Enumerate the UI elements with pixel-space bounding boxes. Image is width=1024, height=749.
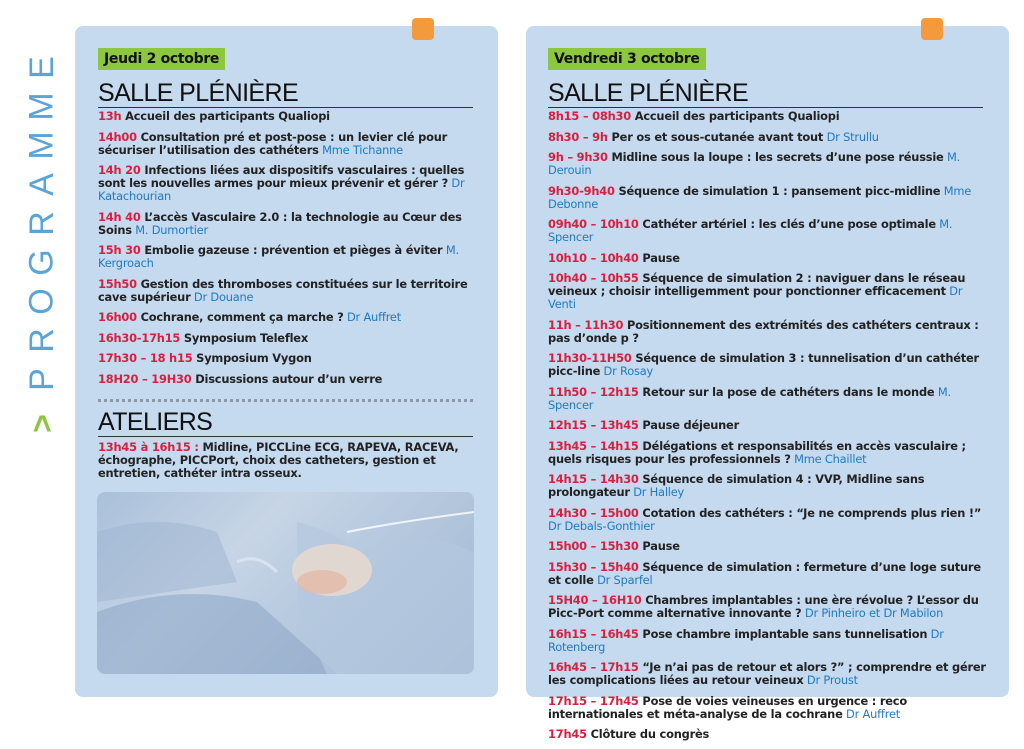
session-title: Discussions autour d’un verre bbox=[191, 371, 383, 386]
session-time: 16h45 – 17h15 bbox=[548, 660, 639, 674]
session-speaker: Dr Douane bbox=[190, 289, 254, 304]
session-entry bbox=[548, 419, 986, 432]
session-title: Cotation des cathéters : “Je ne comprends plus rien !” bbox=[638, 505, 982, 520]
session-speaker: Dr Sparfel bbox=[593, 572, 653, 587]
session-time: 09h40 – 10h10 bbox=[548, 217, 639, 231]
session-title: Pose chambre implantable sans tunnelisation bbox=[638, 626, 928, 641]
session-speaker: Mme Tichanne bbox=[318, 142, 403, 157]
programme-letter: E bbox=[22, 56, 61, 79]
session-title: Symposium Vygon bbox=[192, 351, 312, 365]
session-time: 8h15 – 08h30 bbox=[548, 109, 631, 123]
programme-letter: R bbox=[22, 211, 61, 236]
orange-tab-decoration bbox=[921, 18, 943, 40]
session-speaker: Dr Auffret bbox=[343, 310, 401, 324]
session-title: Retour sur la pose de cathéters dans le monde bbox=[638, 384, 935, 399]
session-time: 9h30-9h40 bbox=[548, 183, 615, 198]
ateliers-entry bbox=[98, 441, 473, 480]
section-heading-plenary: SALLE PLÉNIÈRE bbox=[548, 80, 983, 108]
session-entry bbox=[548, 319, 986, 345]
session-speaker: Dr Katachourian bbox=[98, 176, 465, 203]
session-title: Symposium Teleflex bbox=[180, 330, 308, 345]
session-speaker: Dr Proust bbox=[803, 673, 858, 687]
session-title: Chambres implantables : une ère révolue ? L’essor du Picc-Port comme alternative innovante ? bbox=[548, 593, 979, 620]
session-entry bbox=[548, 252, 986, 265]
session-entry bbox=[98, 373, 476, 386]
thursday-panel bbox=[75, 26, 498, 697]
session-entry bbox=[548, 352, 986, 378]
arrow-icon: > bbox=[23, 414, 60, 433]
session-entry bbox=[548, 440, 986, 466]
session-time: 10h40 – 10h55 bbox=[548, 271, 639, 285]
session-time: 16h00 bbox=[98, 310, 137, 324]
day-badge: Jeudi 2 octobre bbox=[98, 48, 225, 70]
session-time: 9h – 9h30 bbox=[548, 150, 608, 164]
session-time: 8h30 – 9h bbox=[548, 129, 608, 144]
programme-letter: M bbox=[22, 92, 61, 121]
session-title: Pause bbox=[638, 539, 680, 553]
session-entry bbox=[548, 473, 986, 499]
session-entry bbox=[98, 441, 473, 480]
section-heading-plenary: SALLE PLÉNIÈRE bbox=[98, 80, 473, 108]
session-title: Gestion des thromboses constituées sur le territoire cave supérieur bbox=[98, 276, 468, 304]
session-title: Consultation pré et post-pose : un levier clé pour sécuriser l’utilisation des cathéters bbox=[98, 129, 448, 157]
session-entry bbox=[548, 728, 986, 741]
session-time: 17h15 – 17h45 bbox=[548, 693, 639, 708]
session-title: Positionnement des extrémités des cathéters centraux : pas d’onde p ? bbox=[548, 317, 979, 345]
session-speaker: M. Spencer bbox=[548, 384, 951, 412]
session-time: 11h – 11h30 bbox=[548, 317, 624, 332]
session-time: 15h00 – 15h30 bbox=[548, 539, 639, 553]
session-entry bbox=[548, 185, 986, 211]
session-title: Séquence de simulation 3 : tunnelisation d’un cathéter picc-line bbox=[548, 351, 979, 378]
session-time: 10h10 – 10h40 bbox=[548, 250, 639, 265]
programme-letter: G bbox=[22, 249, 61, 276]
friday-programme bbox=[548, 110, 986, 749]
session-speaker: Dr Halley bbox=[629, 485, 685, 499]
session-time: 14h15 – 14h30 bbox=[548, 472, 639, 486]
session-time: 12h15 – 13h45 bbox=[548, 418, 639, 432]
session-title: Accueil des participants Qualiopi bbox=[630, 109, 840, 123]
session-time: 14h 20 bbox=[98, 163, 141, 177]
session-time: 13h bbox=[98, 109, 122, 123]
session-speaker: Dr Rosay bbox=[600, 364, 654, 378]
session-entry bbox=[548, 507, 986, 533]
session-time: 11h30-11H50 bbox=[548, 351, 632, 365]
session-title: Accueil des participants Qualiopi bbox=[121, 109, 330, 123]
session-time: 14h 40 bbox=[98, 209, 141, 224]
session-speaker: Dr Venti bbox=[548, 284, 963, 311]
session-entry bbox=[548, 561, 986, 587]
session-speaker: Dr Pinheiro et Dr Mabilon bbox=[801, 606, 944, 620]
session-entry bbox=[548, 661, 986, 687]
session-entry bbox=[98, 311, 476, 324]
session-time: 17h30 – 18 h15 bbox=[98, 351, 193, 365]
catheter-procedure-photo bbox=[97, 492, 474, 674]
session-time: 14h30 – 15h00 bbox=[548, 505, 639, 520]
section-heading-ateliers: ATELIERS bbox=[98, 409, 473, 437]
session-speaker: Dr Debals-Gonthier bbox=[548, 518, 655, 533]
session-time: 11h50 – 12h15 bbox=[548, 384, 639, 399]
session-entry bbox=[98, 332, 476, 345]
session-entry bbox=[548, 151, 986, 177]
session-title: Embolie gazeuse : prévention et pièges à éviter bbox=[140, 243, 443, 257]
session-entry bbox=[548, 628, 986, 654]
session-speaker: M. Dumortier bbox=[131, 222, 208, 237]
programme-letter: O bbox=[22, 288, 61, 315]
session-entry bbox=[548, 131, 986, 144]
session-entry bbox=[548, 218, 986, 244]
session-title: Délégations et responsabilités en accès vasculaire ; quels risques pour les professionnels ? bbox=[548, 438, 966, 466]
thursday-programme bbox=[98, 110, 476, 393]
session-title: Infections liées aux dispositifs vasculaires : quelles sont les nouvelles armes pour mieux prévenir et gérer ? bbox=[98, 163, 465, 190]
programme-letter: R bbox=[22, 328, 61, 353]
session-time: 13h45 à 16h15 : bbox=[98, 440, 199, 454]
session-time: 16h30-17h15 bbox=[98, 330, 181, 345]
session-time: 15h30 – 15h40 bbox=[548, 559, 639, 574]
session-entry bbox=[98, 352, 476, 365]
session-title: L’accès Vasculaire 2.0 : la technologie au Cœur des Soins bbox=[98, 209, 462, 237]
session-title: Pause bbox=[638, 250, 680, 265]
programme-letter: P bbox=[22, 368, 61, 391]
session-title: Pause déjeuner bbox=[638, 418, 740, 432]
session-speaker: Dr Auffret bbox=[842, 706, 901, 721]
programme-letter: M bbox=[22, 131, 61, 160]
programme-letter: A bbox=[22, 173, 61, 196]
session-entry bbox=[548, 695, 986, 721]
session-entry bbox=[548, 272, 986, 311]
session-title: Séquence de simulation 1 : pansement picc-midline bbox=[614, 183, 941, 198]
session-title: Séquence de simulation : fermeture d’une loge suture et colle bbox=[548, 559, 981, 587]
session-title: Per os et sous-cutanée avant tout bbox=[607, 129, 824, 144]
vertical-programme-title bbox=[22, 48, 62, 442]
session-time: 15H40 – 16H10 bbox=[548, 593, 642, 607]
session-title: Cathéter artériel : les clés d’une pose optimale bbox=[638, 217, 936, 231]
session-entry bbox=[98, 211, 476, 237]
session-entry bbox=[548, 386, 986, 412]
session-entry bbox=[98, 278, 476, 304]
session-title: Midline sous la loupe : les secrets d’une pose réussie bbox=[607, 150, 944, 164]
session-speaker: M. Derouin bbox=[548, 150, 961, 177]
session-entry bbox=[98, 131, 476, 157]
session-entry bbox=[548, 110, 986, 123]
session-title: Pose de voies veineuses en urgence : reco internationales et méta-analyse de la cochrane bbox=[548, 693, 907, 721]
session-entry bbox=[548, 540, 986, 553]
friday-panel bbox=[526, 26, 1009, 741]
dotted-divider bbox=[98, 399, 473, 402]
session-speaker: M. Spencer bbox=[548, 217, 953, 244]
orange-tab-decoration bbox=[412, 18, 434, 40]
session-time: 16h15 – 16h45 bbox=[548, 626, 639, 641]
session-title: “Je n’ai pas de retour et alors ?” ; comprendre et gérer les complications liées au retour veineux bbox=[548, 660, 986, 687]
session-time: 13h45 – 14h15 bbox=[548, 438, 639, 453]
session-speaker: Mme Chaillet bbox=[790, 451, 867, 466]
session-entry bbox=[98, 110, 476, 123]
session-title: Séquence de simulation 4 : VVP, Midline sans prolongateur bbox=[548, 472, 925, 499]
day-badge: Vendredi 3 octobre bbox=[548, 48, 706, 70]
session-title: Midline, PICCLine ECG, RAPEVA, RACEVA, échographe, PICCPort, choix des catheters, gestion et entretien, cathéter intra osseux. bbox=[98, 440, 459, 480]
session-title: Clôture du congrès bbox=[586, 727, 710, 741]
session-time: 18H20 – 19H30 bbox=[98, 371, 192, 386]
session-time: 14h00 bbox=[98, 129, 137, 144]
session-entry bbox=[98, 164, 476, 203]
session-time: 15h50 bbox=[98, 276, 137, 291]
session-speaker: M. Kergroach bbox=[98, 243, 459, 270]
session-title: Séquence de simulation 2 : naviguer dans le réseau veineux ; choisir intelligemment pour ponctionner efficacement bbox=[548, 271, 966, 298]
session-title: Cochrane, comment ça marche ? bbox=[136, 310, 344, 324]
session-speaker: Dr Rotenberg bbox=[548, 626, 944, 654]
session-speaker: Dr Strullu bbox=[823, 129, 879, 144]
session-speaker: Mme Debonne bbox=[548, 183, 972, 211]
session-entry bbox=[98, 244, 476, 270]
session-entry bbox=[548, 594, 986, 620]
session-time: 17h45 bbox=[548, 727, 587, 741]
session-time: 15h 30 bbox=[98, 243, 141, 257]
